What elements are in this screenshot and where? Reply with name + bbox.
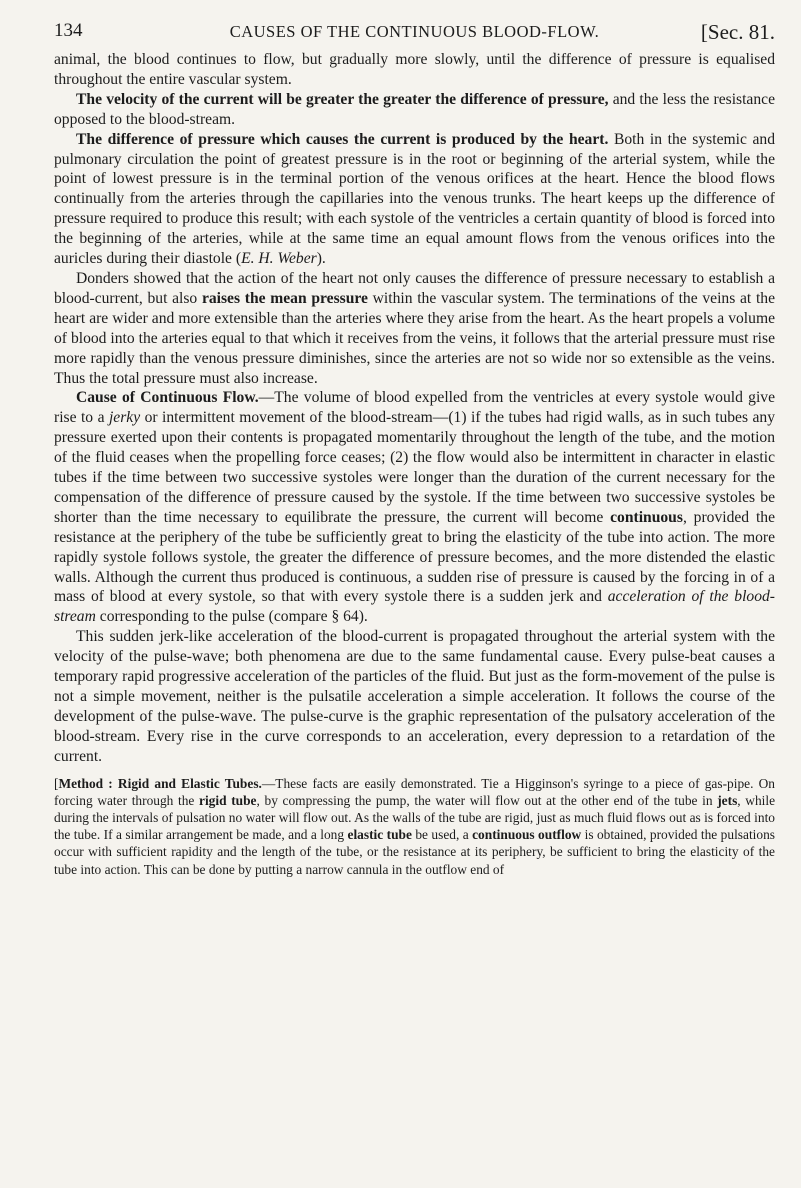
paragraph-text: ). <box>316 250 326 268</box>
citation: E. H. Weber <box>241 250 317 268</box>
paragraph-text: and the less the resistance opposed to the blood-stream. <box>54 90 775 128</box>
paragraph-text: corresponding to the pulse (compare § 64). <box>95 608 368 626</box>
note-text: —These facts are easily demonstrated. Tie a Higginson's syringe to a piece of gas-pipe. On forcing water through the <box>54 775 775 808</box>
running-title: CAUSES OF THE CONTINUOUS BLOOD-FLOW. <box>229 22 600 41</box>
section-heading: Cause of Continuous Flow. <box>76 389 259 407</box>
paragraph-continued <box>54 50 775 90</box>
method-note <box>54 775 775 878</box>
page-number: 134 <box>54 20 83 41</box>
bold-phrase: raises the mean pressure <box>201 289 368 307</box>
paragraph-donders <box>54 269 775 388</box>
body-text <box>54 50 775 767</box>
paragraph-difference-of-pressure <box>54 130 775 269</box>
section-reference: [Sec. 81. <box>700 20 775 44</box>
paragraph-text: , provided the resistance at the periphery of the tube be sufficiently great to bring the elasticity of the tube into action. The more rapidly systole follows systole, the greater the difference of pressure becomes, and the more distended the elastic walls. Although the current thus produced is continuous, a sudden rise of pressure is caused by the forcing in of a mass of blood at every systole, so that with every systole there is a sudden jerk and <box>54 508 775 606</box>
bold-statement: The velocity of the current will be greater the greater the difference of pressure, <box>76 90 609 108</box>
running-header <box>54 16 775 50</box>
paragraph-text: —The volume of blood expelled from the ventricles at every systole would give rise to a <box>54 389 775 427</box>
paragraph-acceleration <box>54 627 775 766</box>
bold-phrase: continuous outflow <box>472 827 582 843</box>
paragraph-text: within the vascular system. The terminations of the veins at the heart are wider and more extensible than the arteries where they arise from the heart. As the heart propels a volume of blood into the arteries equal to that which it receives from the veins, it follows that the arterial pressure must rise more rapidly than the venous pressure diminishes, since the arteries are not so wide nor so extensible as the veins. Thus the total pressure must also increase. <box>54 289 775 387</box>
paragraph-velocity <box>54 90 775 130</box>
paragraph-text: animal, the blood continues to flow, but gradually more slowly, until the difference of pressure is equalised throughout the entire vascular system. <box>54 51 775 88</box>
italic-term: jerky <box>108 409 141 427</box>
note-heading: Method : Rigid and Elastic Tubes. <box>58 775 262 791</box>
paragraph-continuous-flow <box>54 388 775 627</box>
italic-term: acceleration of the blood-stream <box>54 588 775 626</box>
paragraph-text: Donders showed that the action of the heart not only causes the difference of pressure necessary to establish a blood-current, but also <box>54 269 775 307</box>
bold-phrase: continuous <box>610 508 683 526</box>
note-text: is obtained, provided the pulsations occur with sufficient rapidity and the length of the tube, or the resistance at its periphery, be sufficient to bring the elasticity of the tube into action. This can be done by putting a narrow cannula in the outflow end of <box>54 827 775 877</box>
note-text: , while during the intervals of pulsation no water will flow out. As the walls of the tube are rigid, just as much fluid flows out as is forced into the tube. If a similar arrangement be made, and a long <box>54 792 776 843</box>
paragraph-text: Both in the systemic and pulmonary circulation the point of greatest pressure is in the root or beginning of the arterial system, while the point of lowest pressure is in the terminal portion of the venous orifices at the heart. Hence the blood flows continually from the arteries through the capillaries into the venous trunks. The heart keeps up the difference of pressure required to produce this result; with each systole of the ventricles a certain quantity of blood is forced into the beginning of the arteries, while at the same time an equal amount flows from the venous orifices into the auricles during their diastole ( <box>54 130 775 268</box>
bold-statement: The difference of pressure which causes the current is produced by the heart. <box>76 130 609 148</box>
bold-phrase: elastic tube <box>347 827 412 843</box>
note-text: be used, a <box>411 827 473 843</box>
bold-phrase: jets <box>717 792 738 808</box>
note-text: , by compressing the pump, the water will flow out at the other end of the tube in <box>256 792 718 808</box>
paragraph-text: This sudden jerk-like acceleration of the blood-current is propagated throughout the arterial system with the velocity of the pulse-wave; both phenomena are due to the same fundamental cause. Every pulse-beat causes a temporary rapid progressive acceleration of the particles of the fluid. But just as the form-movement of the pulse is not a simple movement, neither is the pulsatile acceleration a simple acceleration. It follows the course of the development of the pulse-wave. The pulse-curve is the graphic representation of the pulsatory acceleration of the blood-stream. Every rise in the curve corresponds to an acceleration, every depression to a retardation of the current. <box>54 628 775 765</box>
note-bracket: [ <box>54 775 59 791</box>
paragraph-text: or intermittent movement of the blood-stream—(1) if the tubes had rigid walls, as in such tubes any pressure exerted upon their contents is propagated momentarily throughout the length of the tube, and the motion of the fluid ceases when the propelling force ceases; (2) the flow would also be intermittent in character in elastic tubes if the time between two successive systoles were longer than the duration of the current necessary for the compensation of the difference of pressure caused by the systole. If the time between two successive systoles be shorter than the time necessary to equilibrate the pressure, the current will become <box>54 409 776 526</box>
bold-phrase: rigid tube <box>199 792 257 808</box>
